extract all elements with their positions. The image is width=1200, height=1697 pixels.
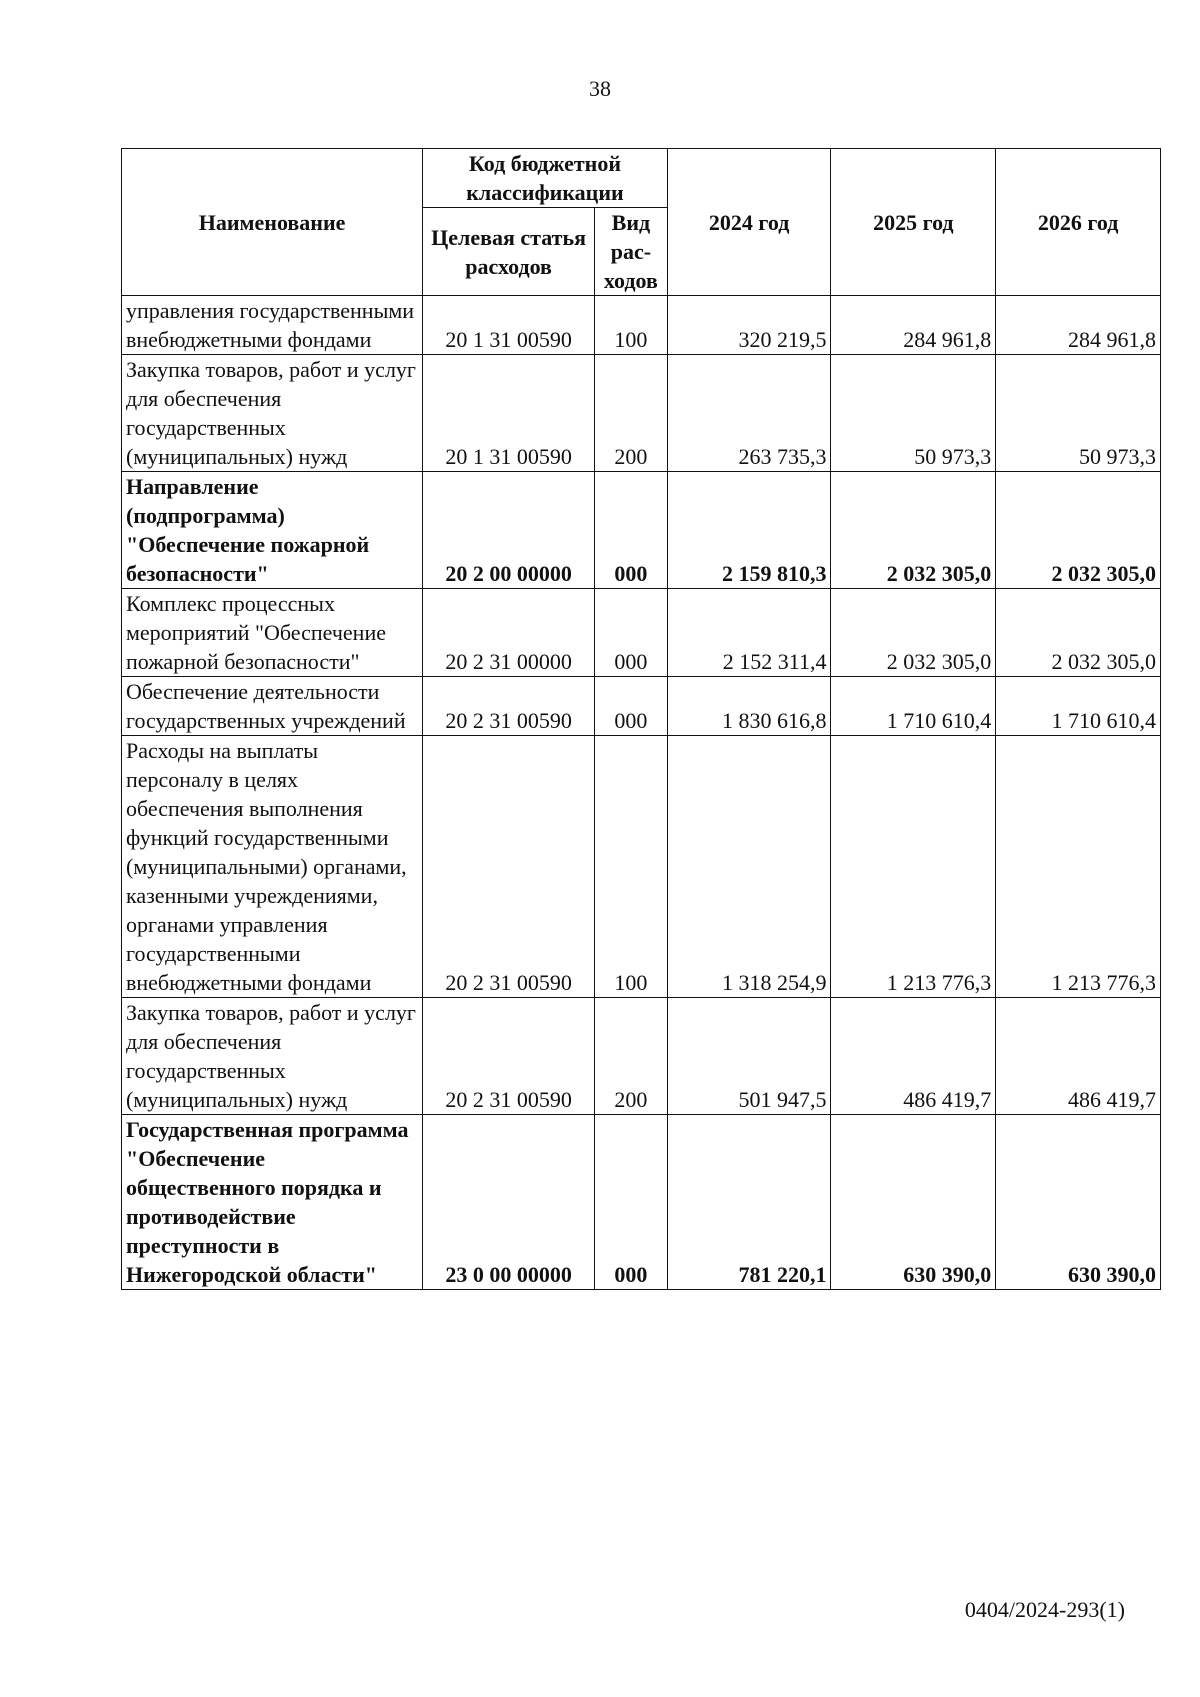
row-value-2024: 501 947,5 xyxy=(667,998,831,1115)
row-expense-type: 000 xyxy=(595,1115,668,1290)
row-value-2026: 2 032 305,0 xyxy=(996,472,1161,589)
row-target-article: 20 2 31 00000 xyxy=(423,589,595,677)
table-row xyxy=(122,1115,1161,1290)
row-expense-type: 100 xyxy=(595,296,668,355)
row-value-2025: 50 973,3 xyxy=(831,355,996,472)
row-value-2026: 1 213 776,3 xyxy=(996,736,1161,998)
row-value-2024: 1 318 254,9 xyxy=(667,736,831,998)
header-name: Наименование xyxy=(122,149,423,296)
row-name: Комплекс процессных мероприятий "Обеспечение пожарной безопасности" xyxy=(122,589,423,677)
row-value-2026: 1 710 610,4 xyxy=(996,677,1161,736)
table-row xyxy=(122,472,1161,589)
row-value-2025: 486 419,7 xyxy=(831,998,996,1115)
row-value-2025: 630 390,0 xyxy=(831,1115,996,1290)
header-2024: 2024 год xyxy=(667,149,831,296)
row-target-article: 20 1 31 00590 xyxy=(423,355,595,472)
row-name: Обеспечение деятельности государственных учреждений xyxy=(122,677,423,736)
row-value-2024: 263 735,3 xyxy=(667,355,831,472)
table-row xyxy=(122,355,1161,472)
row-name: управления государственными внебюджетными фондами xyxy=(122,296,423,355)
header-target-article: Целевая статья расходов xyxy=(423,208,595,296)
row-name: Закупка товаров, работ и услуг для обеспечения государственных (муниципальных) нужд xyxy=(122,355,423,472)
row-name: Закупка товаров, работ и услуг для обеспечения государственных (муниципальных) нужд xyxy=(122,998,423,1115)
page-number: 38 xyxy=(589,76,611,101)
row-target-article: 20 2 00 00000 xyxy=(423,472,595,589)
row-name: Расходы на выплаты персоналу в целях обеспечения выполнения функций государственными (муниципальными) органами, казенными учреждениями, органами управления государственными внебюджетными фондами xyxy=(122,736,423,998)
row-value-2024: 2 159 810,3 xyxy=(667,472,831,589)
row-target-article: 20 1 31 00590 xyxy=(423,296,595,355)
row-name: Государственная программа "Обеспечение общественного порядка и противодействие преступности в Нижегородской области" xyxy=(122,1115,423,1290)
row-value-2026: 2 032 305,0 xyxy=(996,589,1161,677)
row-value-2026: 50 973,3 xyxy=(996,355,1161,472)
row-value-2026: 630 390,0 xyxy=(996,1115,1161,1290)
budget-table xyxy=(121,148,1161,1290)
header-code-group: Код бюджетной классификации xyxy=(423,149,668,208)
row-value-2024: 1 830 616,8 xyxy=(667,677,831,736)
header-2026: 2026 год xyxy=(996,149,1161,296)
row-expense-type: 000 xyxy=(595,472,668,589)
table-row xyxy=(122,998,1161,1115)
row-value-2025: 1 710 610,4 xyxy=(831,677,996,736)
row-target-article: 23 0 00 00000 xyxy=(423,1115,595,1290)
row-expense-type: 100 xyxy=(595,736,668,998)
header-2025: 2025 год xyxy=(831,149,996,296)
row-value-2024: 2 152 311,4 xyxy=(667,589,831,677)
row-expense-type: 200 xyxy=(595,998,668,1115)
table-row xyxy=(122,677,1161,736)
table-row xyxy=(122,296,1161,355)
row-value-2025: 2 032 305,0 xyxy=(831,589,996,677)
row-value-2024: 781 220,1 xyxy=(667,1115,831,1290)
header-expense-type: Вид рас-ходов xyxy=(595,208,668,296)
row-expense-type: 000 xyxy=(595,677,668,736)
row-target-article: 20 2 31 00590 xyxy=(423,677,595,736)
row-expense-type: 200 xyxy=(595,355,668,472)
row-target-article: 20 2 31 00590 xyxy=(423,736,595,998)
row-target-article: 20 2 31 00590 xyxy=(423,998,595,1115)
document-code: 0404/2024-293(1) xyxy=(964,1597,1125,1622)
row-expense-type: 000 xyxy=(595,589,668,677)
row-name: Направление (подпрограмма) "Обеспечение пожарной безопасности" xyxy=(122,472,423,589)
row-value-2025: 2 032 305,0 xyxy=(831,472,996,589)
table-row xyxy=(122,589,1161,677)
row-value-2026: 486 419,7 xyxy=(996,998,1161,1115)
row-value-2026: 284 961,8 xyxy=(996,296,1161,355)
row-value-2024: 320 219,5 xyxy=(667,296,831,355)
row-value-2025: 284 961,8 xyxy=(831,296,996,355)
table-row xyxy=(122,736,1161,998)
row-value-2025: 1 213 776,3 xyxy=(831,736,996,998)
